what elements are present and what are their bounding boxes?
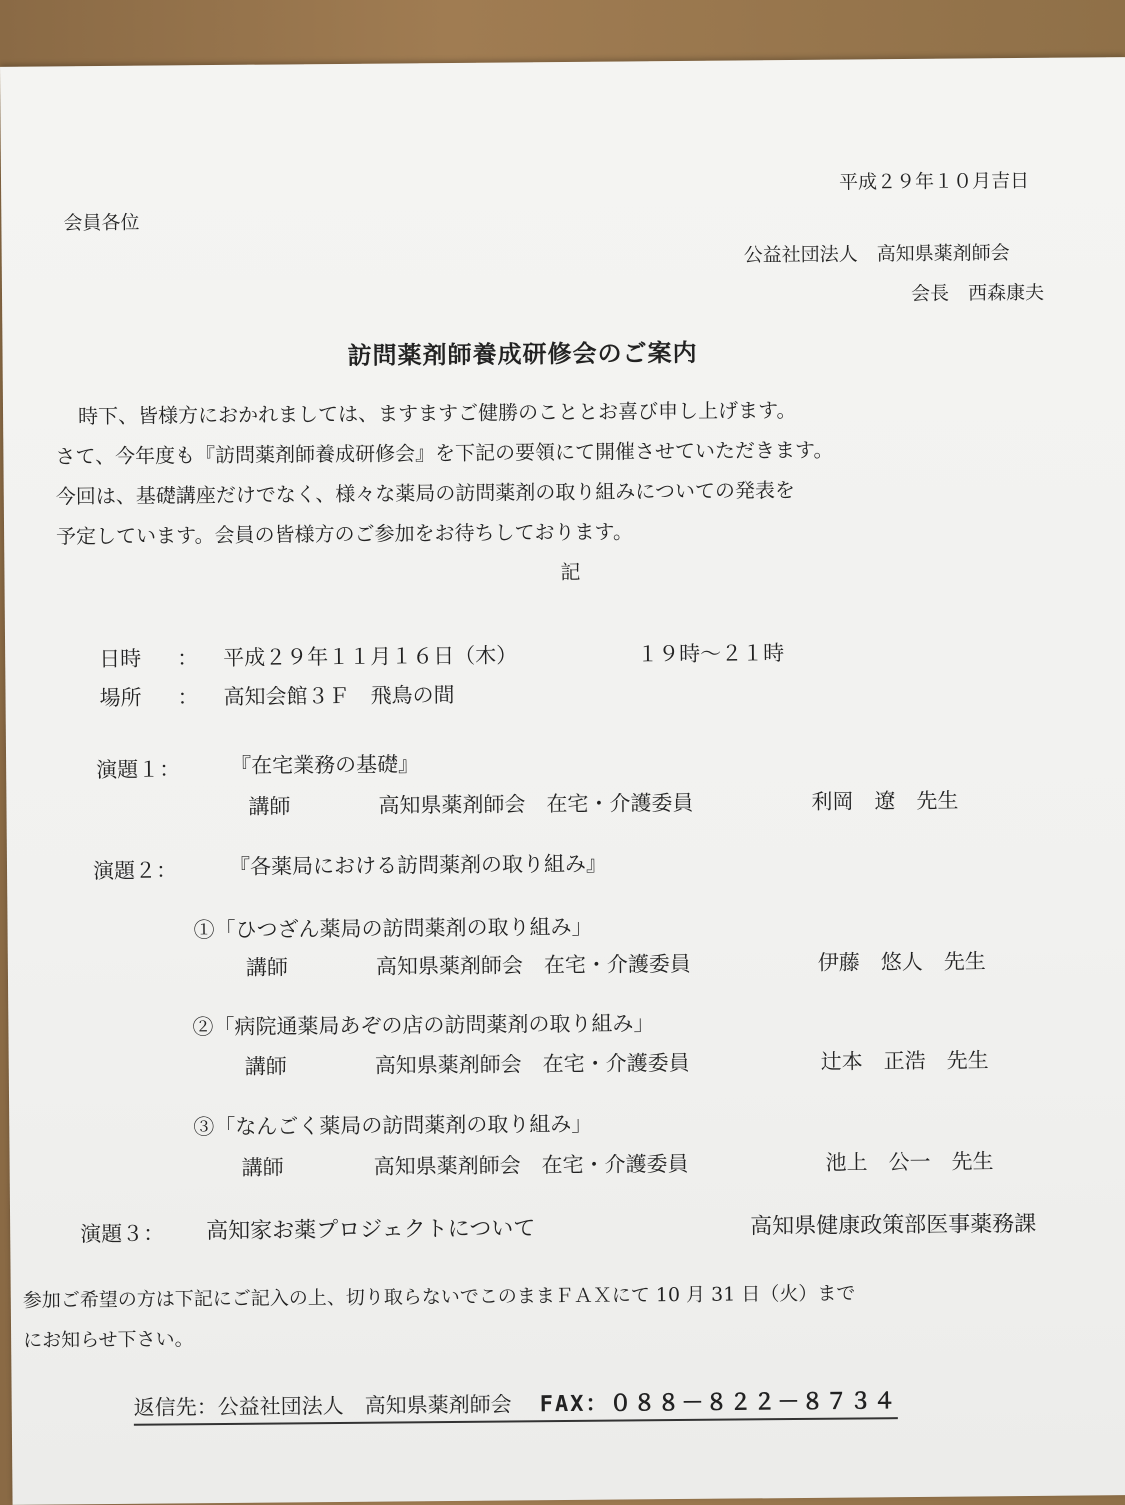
topic2-label: 演題２： bbox=[92, 858, 178, 884]
topic1-lecturer-name: 利岡 遼 先生 bbox=[811, 788, 959, 814]
topic2-item-1-lecturer-org: 高知県薬剤師会 在宅・介護委員 bbox=[375, 951, 691, 979]
place-value: 高知会館３Ｆ 飛鳥の間 bbox=[223, 682, 455, 709]
reply-address bbox=[134, 1391, 898, 1426]
ki-mark: 記 bbox=[560, 559, 581, 585]
participation-line-2: にお知らせ下さい。 bbox=[23, 1328, 194, 1352]
sender-president: 会長 西森康夫 bbox=[910, 281, 1045, 305]
topic1-title: 『在宅業務の基礎』 bbox=[230, 752, 420, 778]
document-page bbox=[0, 57, 1125, 1505]
topic1-lecturer-label: 講師 bbox=[248, 794, 291, 819]
topic2-item-3-lecturer-name: 池上 公一 先生 bbox=[825, 1149, 994, 1175]
topic2-item-1-lecturer-name: 伊藤 悠人 先生 bbox=[817, 949, 986, 975]
page-title: 訪問薬剤師養成研修会のご案内 bbox=[347, 338, 698, 370]
intro-line-4: 予定しています。会員の皆様方のご参加をお待ちしております。 bbox=[56, 519, 634, 549]
datetime-label: 日時 bbox=[99, 646, 142, 672]
topic2-item-3-title: ③「なんごく薬局の訪問薬剤の取り組み」 bbox=[193, 1111, 593, 1140]
topic2-title: 『各薬局における訪問薬剤の取り組み』 bbox=[228, 851, 608, 879]
topic2-item-2-lecturer-org: 高知県薬剤師会 在宅・介護委員 bbox=[374, 1050, 690, 1078]
topic2-item-3-lecturer-label: 講師 bbox=[241, 1155, 284, 1180]
issue-date: 平成２９年１０月吉日 bbox=[838, 169, 1030, 194]
place-label: 場所 bbox=[99, 685, 142, 711]
place-colon: ： bbox=[177, 685, 199, 710]
topic1-label: 演題１： bbox=[96, 757, 181, 783]
reply-fax-number: FAX：０８８－８２２－８７３４ bbox=[539, 1389, 898, 1418]
datetime-time: １９時～２１時 bbox=[637, 641, 785, 667]
topic3-presenter: 高知県健康政策部医事薬務課 bbox=[750, 1211, 1037, 1240]
participation-line-1: 参加ご希望の方は下記にご記入の上、切り取らないでこのままＦＡＸにて 10 月 31 日（火）まで bbox=[22, 1282, 856, 1312]
topic3-title: 高知家お薬プロジェクトについて bbox=[206, 1216, 536, 1245]
reply-prefix: 返信先：公益社団法人 高知県薬剤師会 bbox=[133, 1392, 512, 1420]
intro-line-1: 時下、皆様方におかれましては、ますますご健勝のこととお喜び申し上げます。 bbox=[77, 397, 797, 429]
topic2-item-3-lecturer-org: 高知県薬剤師会 在宅・介護委員 bbox=[373, 1151, 689, 1179]
intro-line-3: 今回は、基礎講座だけでなく、様々な薬局の訪問薬剤の取り組みについての発表を bbox=[55, 477, 796, 509]
topic2-item-1-title: ①「ひつざん薬局の訪問薬剤の取り組み」 bbox=[193, 914, 593, 943]
topic2-item-1-lecturer-label: 講師 bbox=[245, 955, 288, 980]
addressee: 会員各位 bbox=[63, 211, 140, 235]
topic3-label: 演題３： bbox=[80, 1221, 165, 1247]
datetime-date: 平成２９年１１月１６日（木） bbox=[223, 643, 518, 670]
sender-organization: 公益社団法人 高知県薬剤師会 bbox=[743, 242, 1010, 267]
datetime-colon: ： bbox=[177, 646, 199, 671]
topic2-item-2-lecturer-label: 講師 bbox=[244, 1054, 287, 1079]
intro-line-2: さて、今年度も『訪問薬剤師養成研修会』を下記の要領にて開催させていただきます。 bbox=[55, 437, 834, 469]
topic2-item-2-lecturer-name: 辻本 正浩 先生 bbox=[820, 1048, 989, 1074]
topic1-lecturer-org: 高知県薬剤師会 在宅・介護委員 bbox=[378, 790, 694, 818]
topic2-item-2-title: ②「病院通薬局あぞの店の訪問薬剤の取り組み」 bbox=[192, 1011, 655, 1040]
